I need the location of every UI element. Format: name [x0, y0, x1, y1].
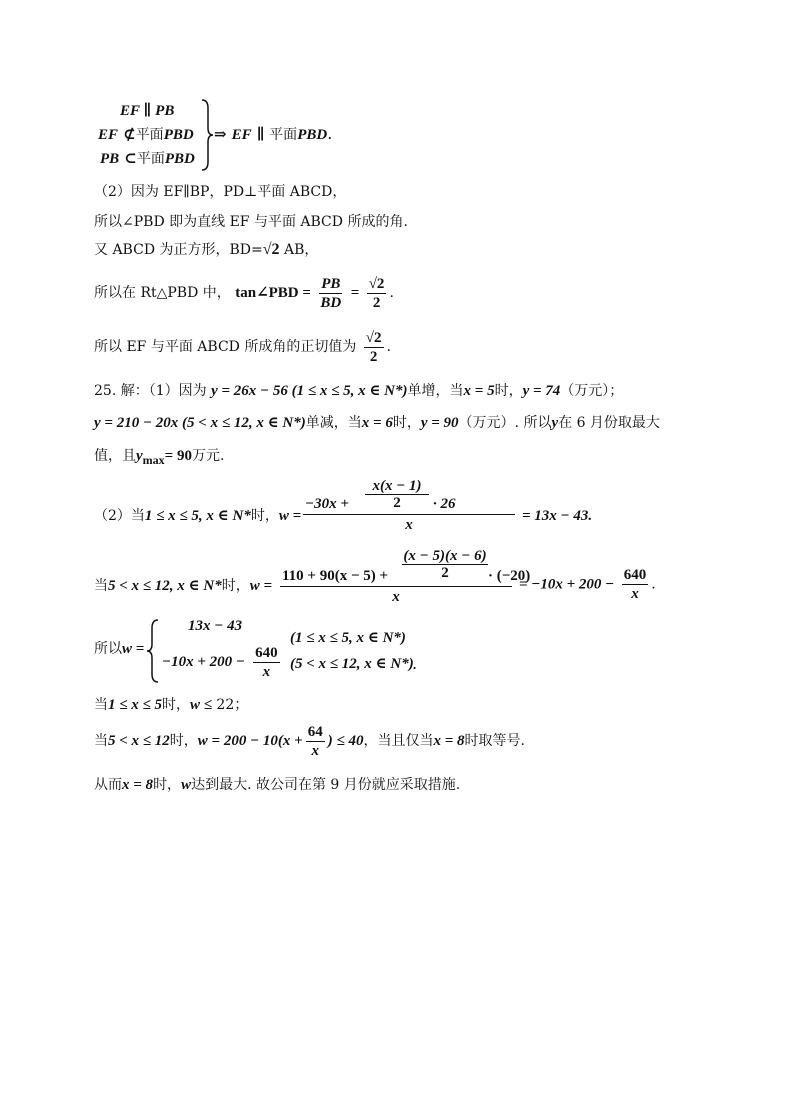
system-row-2: EF ⊄平面PBD — [98, 127, 194, 143]
q25-line-3: 值，且$y_{max}= 90$万元. — [94, 448, 225, 467]
condition-system — [96, 98, 356, 170]
tan-value-fraction: $\frac{√2}{2}$ — [368, 275, 385, 311]
part2-square: 又 ABCD 为正方形，BD=√2 AB， — [94, 241, 319, 258]
system-result: ⇒ EF ∥ 平面PBD. — [214, 124, 333, 143]
left-brace-icon — [146, 618, 160, 684]
q2-big-fraction: −30x + x(x − 1) 2 · 26 x — [303, 478, 515, 535]
part2-angle: 所以∠PBD 即为直线 EF 与平面 ABCD 所成的角. — [94, 214, 408, 230]
system-row-1: EF ∥ PB — [120, 103, 175, 119]
c2-fraction: $\frac{64}{x}$ — [307, 723, 323, 759]
q25-line-1: 25. 解：（1）因为 y = 26x − 56 (1 ≤ x ≤ 5, x ∈ N*)单增，当x = 5时，y = 74（万元）； — [94, 383, 624, 399]
document-page: EF ∥ PB EF ⊄平面PBD PB ⊂平面PBD ⇒ EF ∥ 平面PBD. （2）因为 EF∥BP，PD⊥平面 ABCD， 所以∠PBD 即为直线 EF 与平面 ABCD 所成的角. 又 ABCD 为正方形，BD=√2 AB， 所以在 Rt△PBD 中， tan∠PBD = $\frac{PB}{BD}$ = $\frac{√2}{2}$ . 所以 EF 与平面 ABCD 所成角的正切值为 $\frac{√2}{2}$ . 25. 解：（1）因为 y = 26x − 56 (1 ≤ x ≤ 5, x ∈ N*)单增，当x = 5时，y = 74（万元）； y = 210 − 20x (5 < x ≤ 12, x ∈ N*)单减，当x = 6时，y = 90（万元）. 所以y在 6 月份取最大 值，且$y_{max}= 90$万元. （2）当1 ≤ x ≤ 5, x ∈ N*时，w = −30x + x(x − 1) 2 · 26 x = 13x − 43. 当5 < x ≤ 12, x ∈ N*时，w = 110 + 90(x − 5) + (x − 5)(x − 6) 2 · (−20) x = −10x + 200 − $\frac{640}{x}$ . 所以w = 13x − 43 (1 ≤ x ≤ 5, x ∈ N*) −10x + 200 − $\frac{640}{x}$ (5 < x ≤ 12, x ∈ N*) . 当1 ≤ x ≤ 5时，w ≤ 22； 当5 < x ≤ 12时，w = 200 − 10(x + $\frac{64}{x}$ ) ≤ 40，当且仅当x = 8时取等号. 从而x = 8时，w达到最大. 故公司在第 9 月份就应采取措施. — [0, 0, 790, 1119]
q3-big-fraction: 110 + 90(x − 5) + (x − 5)(x − 6) 2 · (−20) x — [282, 548, 531, 605]
answer-fraction: $\frac{√2}{2}$ — [365, 329, 382, 365]
pw-fraction: $\frac{640}{x}$ — [255, 645, 278, 680]
case-result-2: 当5 < x ≤ 12时，w = 200 − 10(x + $\frac{64}{x}$ ) ≤ 40，当且仅当x = 8时取等号. — [94, 723, 525, 759]
right-brace-icon — [200, 98, 214, 172]
final-conclusion: 从而x = 8时，w达到最大. 故公司在第 9 月份就应采取措施. — [94, 777, 461, 793]
system-row-3: PB ⊂平面PBD — [100, 151, 195, 167]
part2-tangent: 所以在 Rt△PBD 中， tan∠PBD = $\frac{PB}{BD}$ = $\frac{√2}{2}$ . — [94, 275, 394, 311]
piecewise-function: 所以w = 13x − 43 (1 ≤ x ≤ 5, x ∈ N*) −10x + 200 − $\frac{640}{x}$ (5 < x ≤ 12, x ∈ N*) . — [94, 618, 494, 688]
case-result-1: 当1 ≤ x ≤ 5时，w ≤ 22； — [94, 697, 249, 713]
part2-tangent-value: 所以 EF 与平面 ABCD 所成角的正切值为 $\frac{√2}{2}$ . — [94, 329, 391, 365]
tan-ratio-fraction: $\frac{PB}{BD}$ — [320, 275, 342, 311]
part2-intro: （2）因为 EF∥BP，PD⊥平面 ABCD， — [94, 184, 347, 200]
q3-result-fraction: $\frac{640}{x}$ — [623, 567, 647, 602]
q25-line-2: y = 210 − 20x (5 < x ≤ 12, x ∈ N*)单减，当x = 6时，y = 90（万元）. 所以y在 6 月份取最大 — [94, 415, 660, 431]
